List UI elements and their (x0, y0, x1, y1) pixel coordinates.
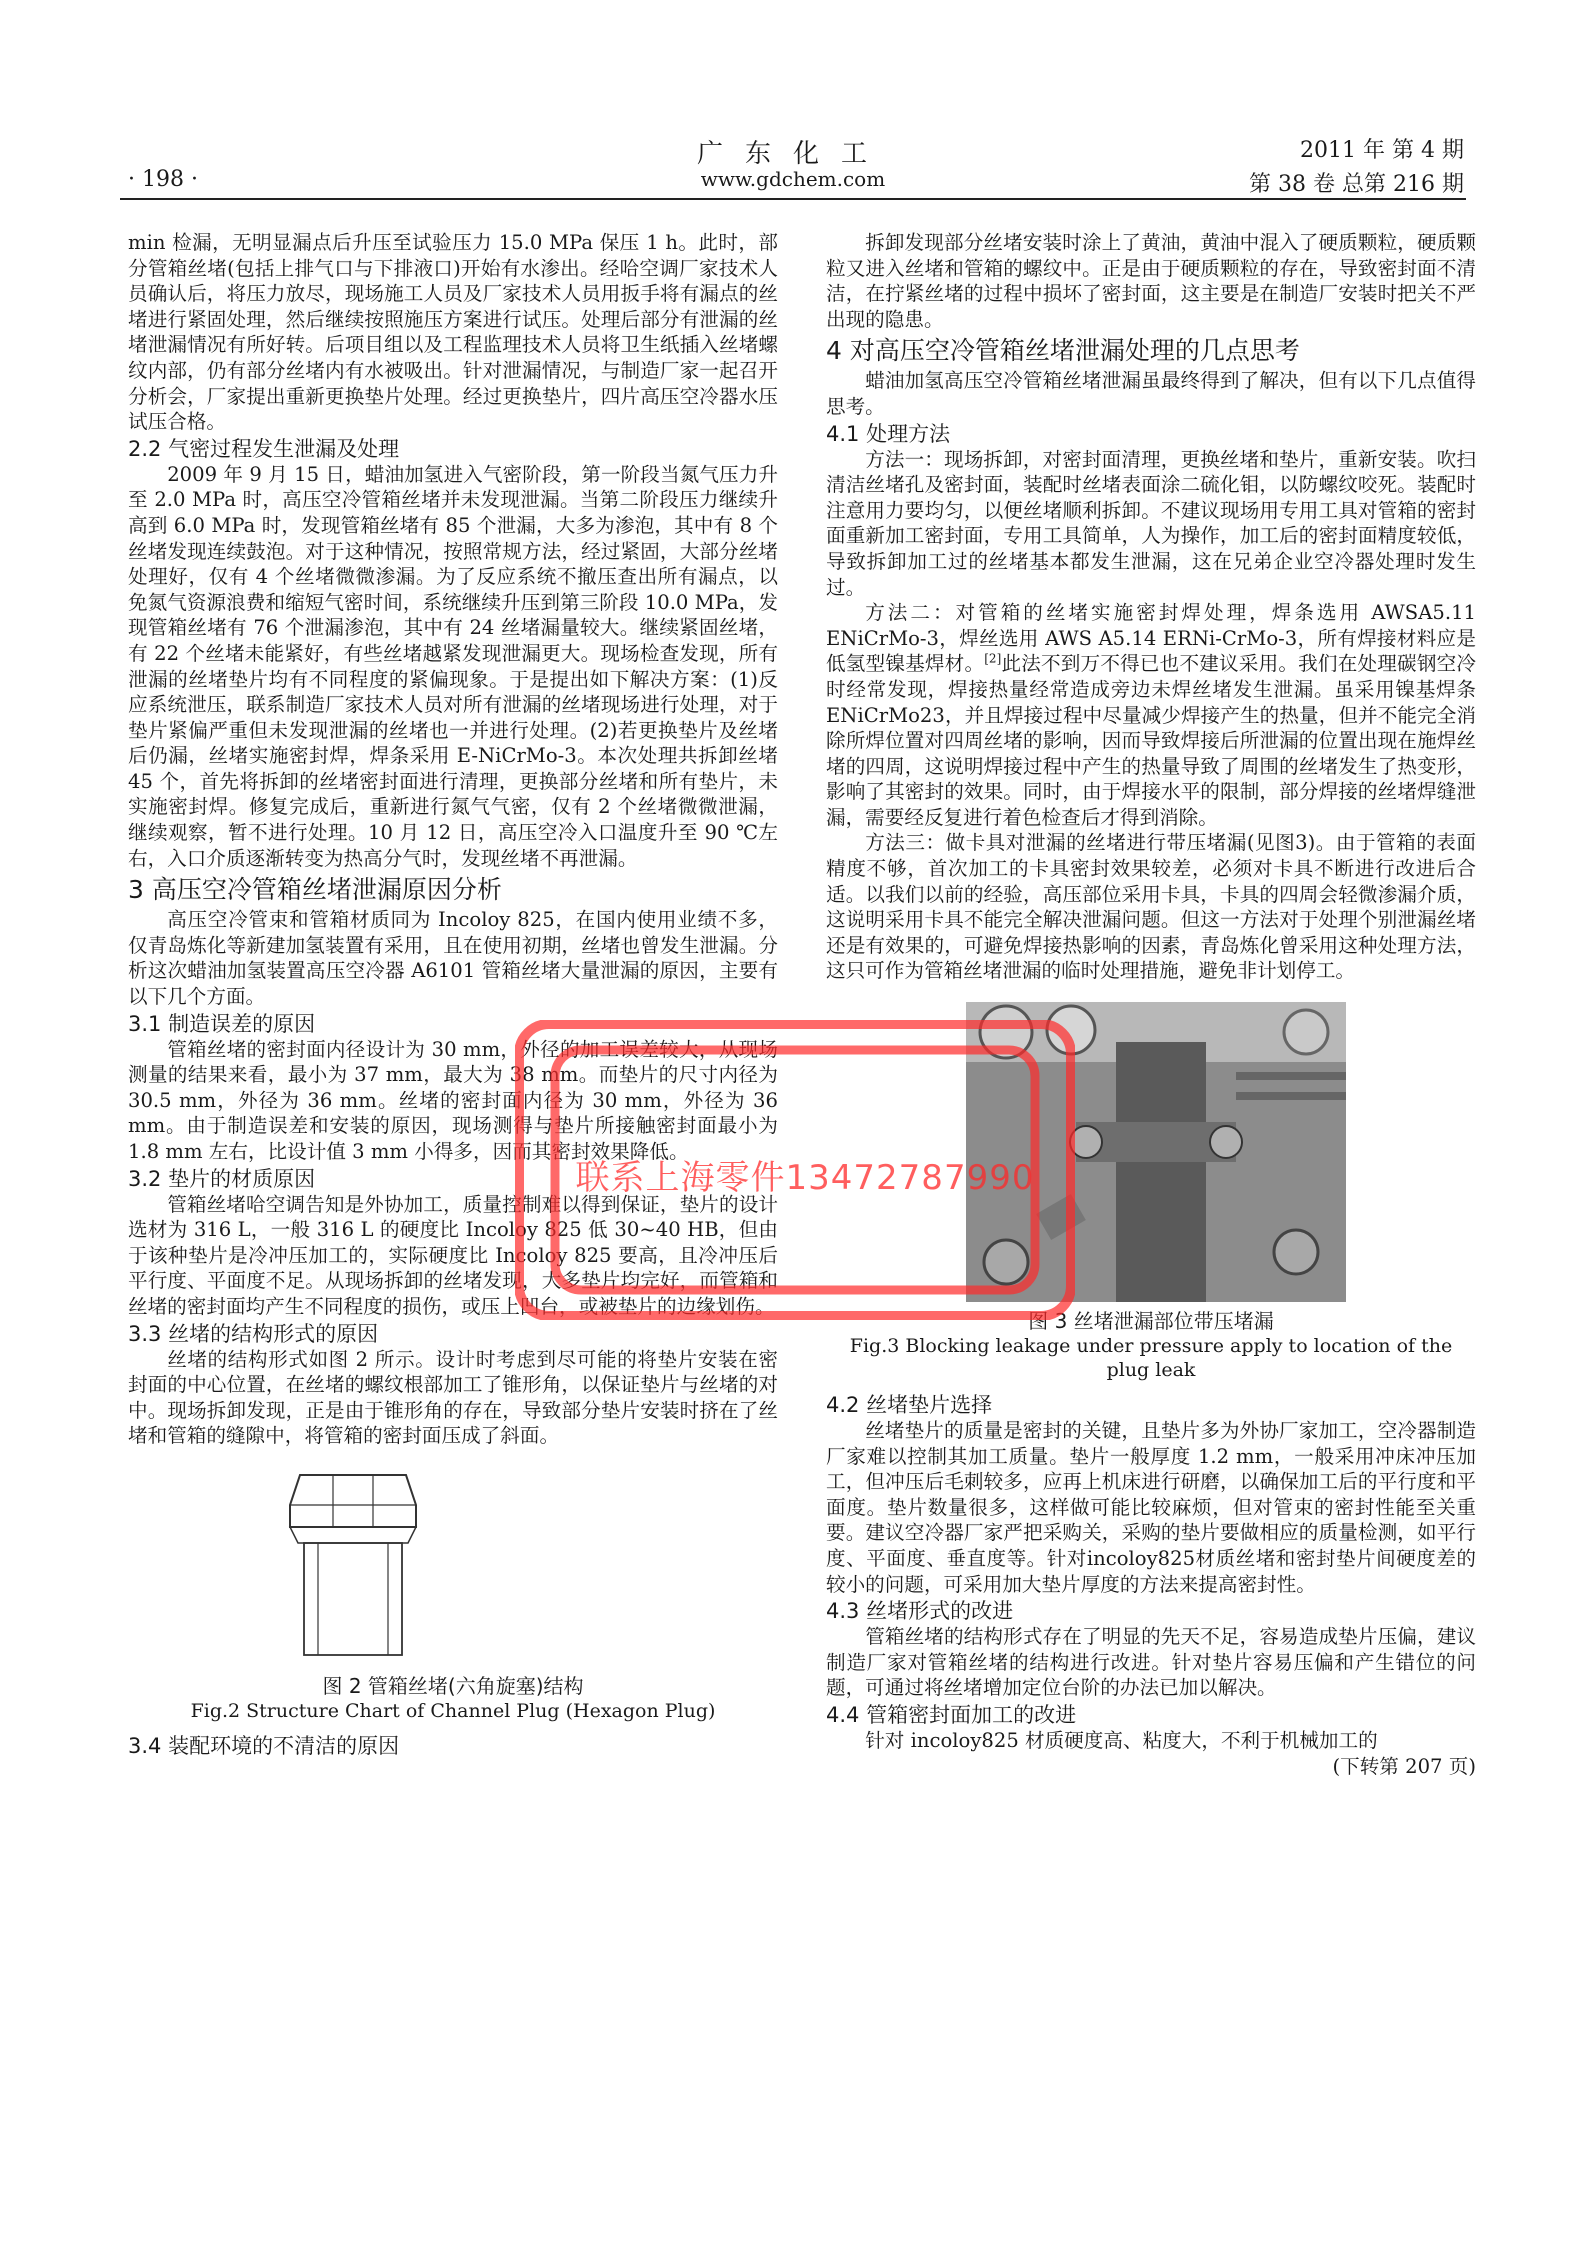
paragraph-text: 方法二：对管箱的丝堵实施密封焊处理，焊条选用 AWSA5.11 ENiCrMo-3，焊丝选用 AWS A5.14 ERNi-CrMo-3，所有焊接材料应是低氢型镍基焊材。 (826, 601, 1476, 676)
page-number: · 198 · (128, 167, 198, 192)
issue-info: 2011 年 第 4 期 (1300, 138, 1464, 163)
section-heading: 3.1 制造误差的原因 (128, 1011, 316, 1036)
paragraph: 管箱丝堵的结构形式存在了明显的先天不足，容易造成垫片压偏，建议制造厂家对管箱丝堵的结构进行改进。针对垫片容易压偏和产生错位的问题，可通过将丝堵增加定位台阶的办法已加以解决。 (826, 1625, 1476, 1700)
figure-2 (128, 1467, 778, 1723)
paragraph: 丝堵的结构形式如图 2 所示。设计时考虑到尽可能的将垫片安装在密封面的中心位置，在丝堵的螺纹根部加工了锥形角，以保证垫片与丝堵的对中。现场拆卸发现，正是由于锥形角的存在，导致部分垫片安装时挤在了丝堵和管箱的缝隙中，将管箱的密封面压成了斜面。 (128, 1347, 778, 1448)
section-heading: 3 高压空冷管箱丝堵泄漏原因分析 (128, 875, 502, 905)
paragraph: 针对 incoloy825 材质硬度高、粘度大，不利于机械加工的 (865, 1728, 1378, 1752)
figure-3-caption-zh: 图 3 丝堵泄漏部位带压堵漏 (1028, 1309, 1274, 1334)
paragraph: 拆卸发现部分丝堵安装时涂上了黄油，黄油中混入了硬质颗粒，硬质颗粒又进入丝堵和管箱的螺纹中。正是由于硬质颗粒的存在，导致密封面不清洁，在拧紧丝堵的过程中损坏了密封面，这主要是在制造厂安装时把关不严出现的隐患。 (826, 231, 1476, 331)
journal-url[interactable]: www.gdchem.com (700, 167, 886, 191)
journal-title: 广东化工 (696, 139, 889, 169)
hexagon-plug-drawing (278, 1467, 428, 1667)
paragraph-text: 此法不到万不得已也不建议采用。我们在处理碳钢空冷时经常发现，焊接热量经常造成旁边未焊丝堵发生泄漏。虽采用镍基焊条 ENiCrMo23，并且焊接过程中尽量减少焊接产生的热量，但并不能完全消除所焊位置对四周丝堵的影响，因而导致焊接后所泄漏的位置出现在施焊丝堵的四周，这说明焊接过程中产生的热量导致了周围的丝堵发生了热变形，影响了其密封的效果。同时，由于焊接水平的限制，部分焊接的丝堵焊缝泄漏，需要经反复进行着色检查后才得到消除。 (826, 652, 1476, 829)
paragraph: 管箱丝堵哈空调告知是外协加工，质量控制难以得到保证，垫片的设计选材为 316 L，一般 316 L 的硬度比 Incoloy 825 低 30~40 HB，但由于该种垫片是冷冲压加工的，实际硬度比 Incoloy 825 要高，且冷冲压后平行度、平面度不足。从现场拆卸的丝堵发现，大多垫片均完好，而管箱和丝堵的密封面均产生不同程度的损伤，或压上凹台，或被垫片的边缘划伤。 (128, 1192, 778, 1318)
section-heading: 4 对高压空冷管箱丝堵泄漏处理的几点思考 (826, 336, 1300, 366)
left-column (128, 230, 778, 1759)
paragraph: 方法三：做卡具对泄漏的丝堵进行带压堵漏(见图3)。由于管箱的表面精度不够，首次加工的卡具密封效果较差，必须对卡具不断进行改进后合适。以我们以前的经验，高压部位采用卡具，卡具的四周会轻微渗漏介质，这说明采用卡具不能完全解决泄漏问题。但这一方法对于处理个别泄漏丝堵还是有效果的，可避免焊接热影响的因素，青岛炼化曾采用这种处理方法，这只可作为管箱丝堵泄漏的临时处理措施，避免非计划停工。 (826, 831, 1476, 983)
section-heading: 4.3 丝堵形式的改进 (826, 1599, 1014, 1624)
section-heading: 2.2 气密过程发生泄漏及处理 (128, 436, 400, 461)
citation-ref: [2] (984, 651, 1002, 666)
paragraph (826, 600, 1476, 830)
section-heading: 3.2 垫片的材质原因 (128, 1166, 316, 1191)
header-rule (120, 198, 1466, 200)
continued-note: (下转第 207 页) (1332, 1754, 1476, 1778)
paragraph: 丝堵垫片的质量是密封的关键，且垫片多为外协厂家加工，空冷器制造厂家难以控制其加工质量。垫片一般厚度 1.2 mm，一般采用冲床冲压加工，但冲压后毛刺较多，应再上机床进行研磨，以确保加工后的平行度和平面度。垫片数量很多，这样做可能比较麻烦，但对管束的密封性能至关重要。建议空冷器厂家严把采购关，采购的垫片要做相应的质量检测，如平行度、平面度、垂直度等。针对incoloy825材质丝堵和密封垫片间硬度差的较小的问题，可采用加大垫片厚度的方法来提高密封性。 (826, 1419, 1476, 1596)
paragraph: 方法一：现场拆卸，对密封面清理，更换丝堵和垫片，重新安装。吹扫清洁丝堵孔及密封面，装配时丝堵表面涂二硫化钼，以防螺纹咬死。装配时注意用力要均匀，以便丝堵顺利拆卸。不建议现场用专用工具对管箱的密封面重新加工密封面，专用工具简单，人为操作，加工后的密封面精度较低，导致拆卸加工过的丝堵基本都发生泄漏，这在兄弟企业空冷器处理时发生过。 (826, 447, 1476, 599)
watermark-text: 联系上海零件13472787990 (575, 1158, 1035, 1198)
paragraph: 管箱丝堵的密封面内径设计为 30 mm，外径的加工误差较大，从现场测量的结果来看，最小为 37 mm，最大为 38 mm。而垫片的尺寸内径为 30.5 mm，外径为 36 mm。丝堵的密封面内径为 30 mm，外径为 36 mm。由于制造误差和安装的原因，现场测得与垫片所接触密封面最小为 1.8 mm 左右，比设计值 3 mm 小得多，因而其密封效果降低。 (128, 1037, 778, 1163)
volume-info: 第 38 卷 总第 216 期 (1249, 172, 1464, 197)
section-heading: 4.1 处理方法 (826, 421, 951, 446)
paragraph: 2009 年 9 月 15 日，蜡油加氢进入气密阶段，第一阶段当氮气压力升至 2.0 MPa 时，高压空冷管箱丝堵并未发现泄漏。当第二阶段压力继续升高到 6.0 MPa 时，发现管箱丝堵有 85 个泄漏，大多为渗泡，其中有 8 个丝堵发现连续鼓泡。对于这种情况，按照常规方法，经过紧固，大部分丝堵处理好，仅有 4 个丝堵微微渗漏。为了反应系统不撤压查出所有漏点，以免氮气资源浪费和缩短气密时间，系统继续升压到第三阶段 10.0 MPa，发现管箱丝堵有 76 个泄漏渗泡，其中有 24 丝堵漏量较大。继续紧固丝堵，有 22 个丝堵未能紧好，有些丝堵越紧发现泄漏更大。现场检查发现，所有泄漏的丝堵垫片均有不同程度的紧偏现象。于是提出如下解决方案：(1)反应系统泄压，联系制造厂家技术人员对所有泄漏的丝堵现场进行处理，对于垫片紧偏严重但未发现泄漏的丝堵也一并进行处理。(2)若更换垫片及丝堵后仍漏，丝堵实施密封焊，焊条采用 E-NiCrMo-3。本次处理共拆卸丝堵 45 个，首先将拆卸的丝堵密封面进行清理，更换部分丝堵和所有垫片，未实施密封焊。修复完成后，重新进行氮气气密，仅有 2 个丝堵微微泄漏，继续观察，暂不进行处理。10 月 12 日，高压空冷入口温度升至 90 ℃左右，入口介质逐渐转变为热高分气时，发现丝堵不再泄漏。 (128, 462, 778, 870)
figure-3-caption-en: Fig.3 Blocking leakage under pressure apply to location of the plug leak (849, 1335, 1453, 1382)
paragraph: min 检漏，无明显漏点后升压至试验压力 15.0 MPa 保压 1 h。此时，部分管箱丝堵(包括上排气口与下排液口)开始有水渗出。经哈空调厂家技术人员确认后，将压力放尽，现场施工人员及厂家技术人员用扳手将有漏点的丝堵进行紧固处理，然后继续按照施压方案进行试压。处理后部分有泄漏的丝堵泄漏情况有所好转。后项目组以及工程监理技术人员将卫生纸插入丝堵螺纹内部，仍有部分丝堵内有水被吸出。针对泄漏情况，与制造厂家一起召开分析会，厂家提出重新更换垫片处理。经过更换垫片，四片高压空冷器水压试压合格。 (128, 231, 778, 434)
section-heading: 4.2 丝堵垫片选择 (826, 1393, 993, 1418)
section-heading: 4.4 管箱密封面加工的改进 (826, 1702, 1077, 1727)
figure-2-caption-zh: 图 2 管箱丝堵(六角旋塞)结构 (322, 1673, 584, 1698)
paragraph: 蜡油加氢高压空冷管箱丝堵泄漏虽最终得到了解决，但有以下几点值得思考。 (826, 369, 1476, 418)
right-column (826, 230, 1476, 1779)
figure-2-caption-en: Fig.2 Structure Chart of Channel Plug (Hexagon Plug) (190, 1699, 716, 1722)
section-heading: 3.3 丝堵的结构形式的原因 (128, 1321, 379, 1346)
section-heading: 3.4 装配环境的不清洁的原因 (128, 1733, 400, 1758)
paragraph: 高压空冷管束和管箱材质同为 Incoloy 825，在国内使用业绩不多，仅青岛炼化等新建加氢装置有采用，且在使用初期，丝堵也曾发生泄漏。分析这次蜡油加氢装置高压空冷器 A6101 管箱丝堵大量泄漏的原因，主要有以下几个方面。 (128, 908, 778, 1009)
